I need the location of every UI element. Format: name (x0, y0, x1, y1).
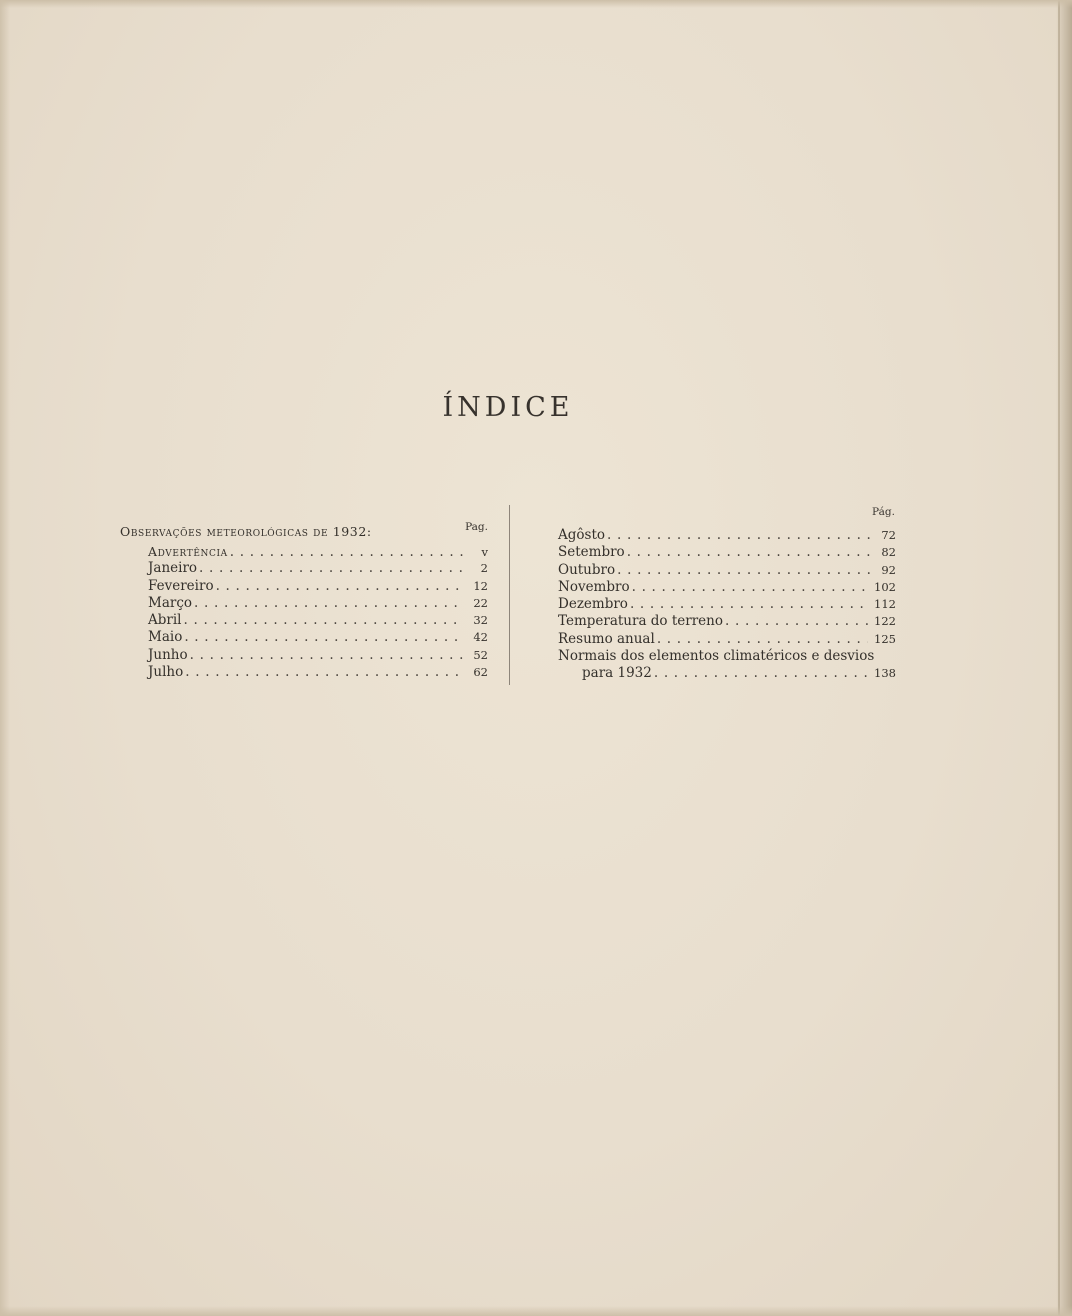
dot-leader (632, 579, 868, 596)
entry-page: 125 (874, 631, 896, 646)
page-edge-right-line (1058, 0, 1060, 1316)
entry-label: Julho (148, 664, 184, 681)
index-entry-junho[interactable] (120, 647, 488, 664)
entry-page: v (481, 545, 488, 559)
dot-leader (183, 612, 464, 629)
entry-label: Junho (148, 646, 188, 663)
index-column-right (558, 527, 896, 683)
index-entry-setembro[interactable] (558, 544, 896, 561)
index-entry-maio[interactable] (120, 629, 488, 646)
entry-label: Março (148, 594, 193, 611)
entry-page: 12 (473, 578, 488, 593)
dot-leader (230, 544, 464, 561)
entry-page: 72 (881, 528, 896, 542)
entry-label: Novembro (558, 578, 630, 595)
entry-page: 62 (473, 665, 488, 680)
entry-label: Temperatura do terreno (558, 613, 723, 630)
entry-page: 138 (874, 666, 896, 681)
entry-label: Janeiro (148, 560, 198, 577)
dot-leader (194, 595, 464, 612)
index-entry-abril[interactable] (120, 612, 488, 629)
index-entry-marco[interactable] (120, 595, 488, 612)
dot-leader (654, 665, 868, 682)
entry-label: Setembro (558, 544, 625, 561)
entry-page: 52 (473, 647, 488, 662)
index-entry-outubro[interactable] (558, 562, 896, 579)
entry-label: Maio (148, 629, 183, 646)
page-column-header-right: Pág. (872, 506, 895, 518)
dot-leader (627, 544, 872, 561)
dot-leader (617, 562, 872, 579)
dot-leader (725, 613, 868, 630)
column-divider (509, 505, 510, 685)
entry-label: Resumo anual (558, 630, 655, 647)
index-entry-agosto[interactable] (558, 527, 896, 544)
entry-label: Abril (148, 612, 182, 629)
section-heading-row (120, 523, 488, 543)
dot-leader (630, 596, 868, 613)
section-heading: Observações meteorológicas de 1932: (120, 524, 372, 539)
index-entry-janeiro[interactable] (120, 560, 488, 577)
page-title: ÍNDICE (442, 392, 574, 423)
index-entry-temperatura-do-terreno[interactable] (558, 613, 896, 630)
page-edge-bottom (0, 1306, 1072, 1316)
dot-leader (185, 664, 464, 681)
entry-label: Agôsto (558, 527, 605, 543)
index-entry-normais-line2[interactable] (558, 665, 896, 682)
entry-page: 122 (874, 614, 896, 629)
entry-label: para 1932 (582, 665, 652, 682)
entry-page: 112 (874, 597, 896, 612)
index-entry-julho[interactable] (120, 664, 488, 681)
entry-page: 42 (473, 630, 488, 645)
entry-page: 32 (473, 613, 488, 628)
dot-leader (190, 647, 464, 664)
dot-leader (184, 629, 464, 646)
entry-label: Outubro (558, 561, 616, 578)
page-edge-left (0, 0, 10, 1316)
entry-page: 92 (881, 562, 896, 577)
index-entry-dezembro[interactable] (558, 596, 896, 613)
page-edge-top (0, 0, 1072, 8)
entry-label: Dezembro (558, 596, 628, 613)
entry-page: 22 (473, 595, 488, 610)
entry-label: Normais dos elementos climatéricos e desvios (558, 648, 875, 665)
dot-leader (607, 527, 872, 544)
entry-page: 82 (881, 545, 896, 560)
entry-label: Advertência (148, 544, 228, 559)
dot-leader (657, 631, 868, 648)
dot-leader (216, 578, 464, 595)
page-column-header-left: Pag. (465, 521, 488, 533)
index-entry-fevereiro[interactable] (120, 578, 488, 595)
dot-leader (199, 560, 464, 577)
entry-page: 102 (874, 579, 896, 594)
index-entry-resumo-anual[interactable] (558, 631, 896, 648)
entry-page: 2 (480, 561, 488, 576)
index-entry-normais-line1[interactable] (558, 648, 896, 665)
index-column-left (120, 523, 488, 681)
entry-label: Fevereiro (148, 577, 214, 594)
index-entry-novembro[interactable] (558, 579, 896, 596)
index-entry-adverttencia[interactable] (120, 543, 488, 560)
